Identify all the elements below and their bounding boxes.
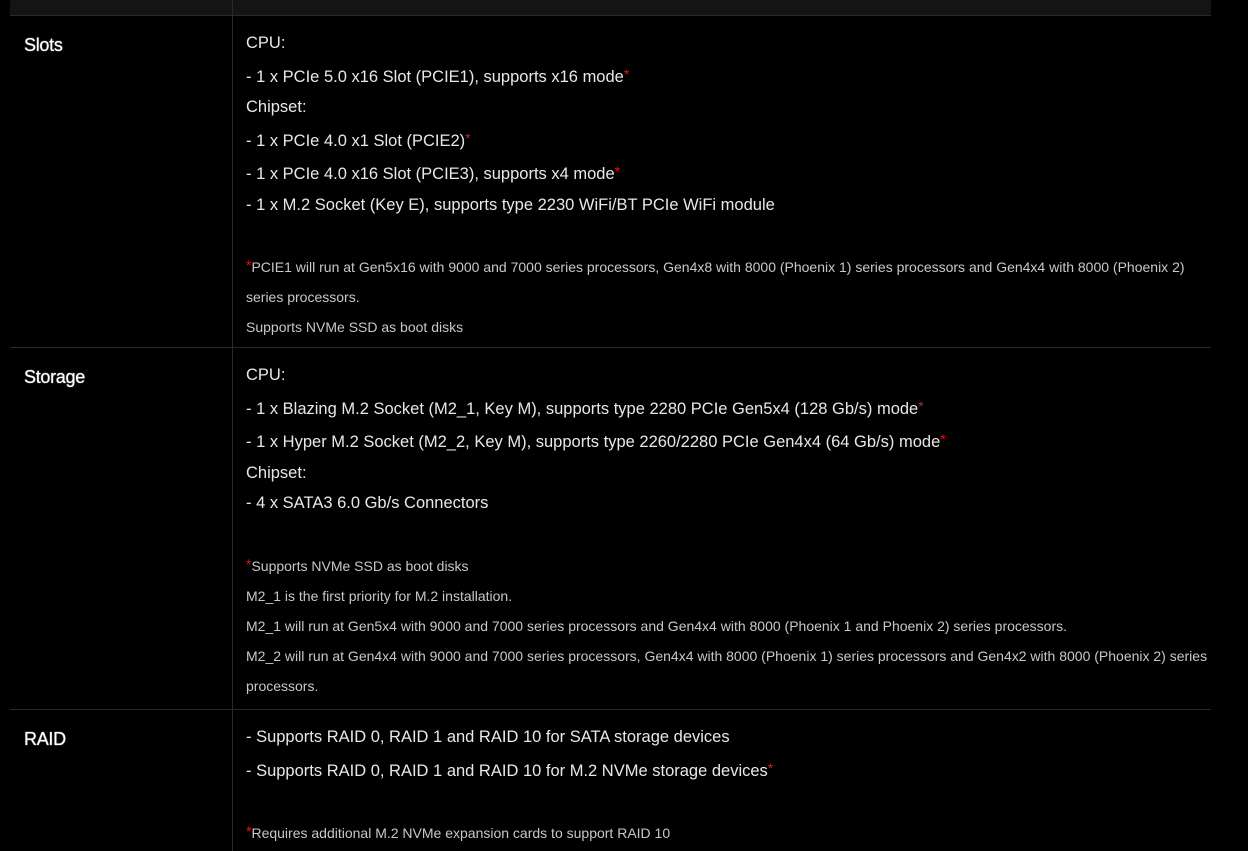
spec-line: - 1 x PCIe 5.0 x16 Slot (PCIE1), supports x16 mode* — [246, 65, 630, 86]
spec-line: Chipset: — [246, 463, 307, 482]
spec-table — [10, 0, 1211, 851]
footnote-marker: * — [623, 65, 630, 82]
spec-value-cell — [233, 348, 1211, 709]
spec-note: M2_1 is the first priority for M.2 installation. — [246, 587, 513, 604]
spec-line: - Supports RAID 0, RAID 1 and RAID 10 for M.2 NVMe storage devices* — [246, 759, 774, 780]
spec-note: *PCIE1 will run at Gen5x16 with 9000 and 7000 series processors, Gen4x8 with 8000 (Phoenix 1) series processors and Gen4x4 with 8000 (Phoenix 2) series processors. — [246, 257, 1185, 305]
spacer — [246, 786, 1211, 816]
spacer — [246, 220, 1211, 250]
spec-note: *Supports NVMe SSD as boot disks — [246, 555, 469, 574]
spec-note: *Requires additional M.2 NVMe expansion cards to support RAID 10 — [246, 823, 671, 841]
footnote-marker: * — [940, 431, 946, 447]
spec-label-cell — [10, 710, 233, 851]
footnote-marker: * — [767, 759, 774, 776]
footnote-marker: * — [614, 163, 621, 179]
spec-row-storage — [10, 348, 1211, 710]
footnote-marker: * — [246, 555, 252, 572]
spec-label-cell — [10, 16, 233, 347]
spec-label-raid: RAID — [24, 729, 66, 749]
spec-label-slots: Slots — [24, 35, 63, 55]
spec-value-cell — [233, 16, 1211, 347]
spec-line: - Supports RAID 0, RAID 1 and RAID 10 for SATA storage devices — [246, 728, 730, 746]
spec-row-raid — [10, 710, 1211, 851]
spec-row-slots — [10, 16, 1211, 348]
spec-label-storage: Storage — [24, 367, 85, 387]
spec-note: M2_2 will run at Gen4x4 with 9000 and 7000 series processors, Gen4x4 with 8000 (Phoenix 1) series processors and Gen4x2 with 8000 (Phoenix 2) series processors. — [246, 647, 1208, 694]
footnote-marker: * — [465, 129, 471, 146]
footnote-marker: * — [246, 257, 252, 273]
spec-value-cell — [233, 710, 1211, 851]
spec-note: M2_1 will run at Gen5x4 with 9000 and 7000 series processors and Gen4x4 with 8000 (Phoenix 1 and Phoenix 2) series processors. — [246, 617, 1068, 634]
footnote-marker: * — [918, 397, 924, 414]
spec-line: - 1 x M.2 Socket (Key E), supports type 2230 WiFi/BT PCIe WiFi module — [246, 195, 775, 214]
spec-label-cell — [10, 348, 233, 709]
spec-line: Chipset: — [246, 98, 307, 116]
spec-line: CPU: — [246, 366, 286, 384]
spec-line: - 1 x Blazing M.2 Socket (M2_1, Key M), supports type 2280 PCIe Gen5x4 (128 Gb/s) mode* — [246, 397, 924, 418]
table-top-strip-label-cell — [10, 0, 233, 15]
footnote-marker: * — [246, 823, 252, 839]
spec-line: - 1 x PCIe 4.0 x16 Slot (PCIE3), supports x4 mode* — [246, 163, 621, 183]
spacer — [246, 519, 1211, 549]
table-top-strip — [10, 0, 1211, 16]
spec-note: Supports NVMe SSD as boot disks — [246, 319, 464, 335]
spec-line: - 1 x Hyper M.2 Socket (M2_2, Key M), supports type 2260/2280 PCIe Gen4x4 (64 Gb/s) mode* — [246, 431, 946, 451]
spec-line: CPU: — [246, 34, 286, 52]
spec-line: - 4 x SATA3 6.0 Gb/s Connectors — [246, 494, 489, 512]
spec-line: - 1 x PCIe 4.0 x1 Slot (PCIE2)* — [246, 129, 471, 150]
